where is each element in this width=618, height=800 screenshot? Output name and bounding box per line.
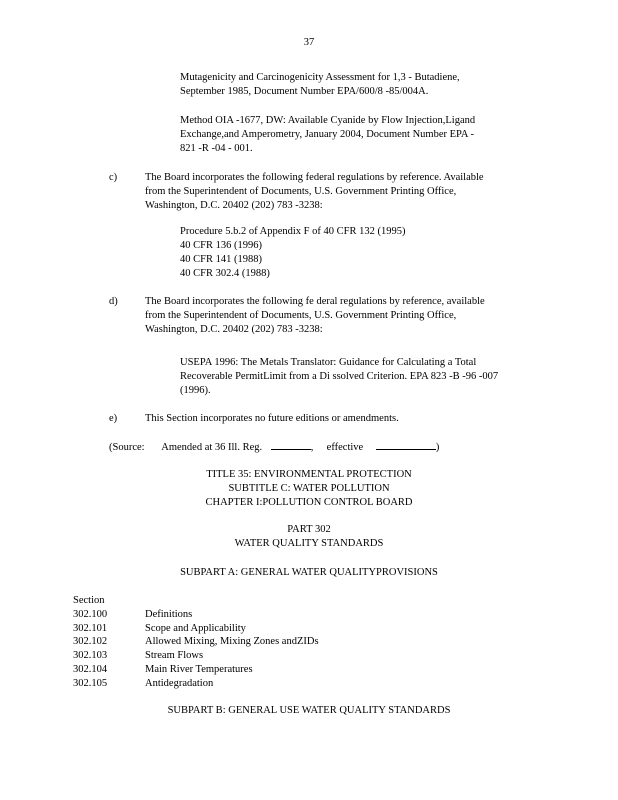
source-suffix: )	[435, 442, 440, 453]
text-line: Washington, D.C. 20402 (202) 783 -3238:	[145, 200, 323, 211]
item-e-label: e)	[109, 413, 118, 424]
subpart-a-heading: SUBPART A: GENERAL WATER QUALITYPROVISIONS	[180, 567, 438, 578]
item-c-references	[180, 225, 405, 281]
toc-header: Section	[73, 595, 105, 606]
text-line: The Board incorporates the following federal regulations by reference. Available	[145, 172, 484, 183]
text-line: 821 -R -04 - 001.	[180, 143, 253, 154]
register-blank	[271, 440, 311, 450]
toc-section-title: Antidegradation	[145, 678, 214, 689]
text-line: Method OIA -1677, DW: Available Cyanide by Flow Injection,Ligand	[180, 115, 476, 126]
source-amended: Amended at 36 Ill. Reg.	[161, 442, 263, 453]
toc-section-number: 302.102	[73, 636, 108, 647]
text-line: September 1985, Document Number EPA/600/8 -85/004A.	[180, 86, 429, 97]
item-d-label: d)	[109, 296, 118, 307]
page-number: 37	[303, 37, 315, 48]
source-effective: effective	[326, 442, 364, 453]
item-c-text	[145, 171, 484, 213]
reference-line: 40 CFR 136 (1996)	[180, 240, 262, 251]
item-d-text	[145, 295, 485, 337]
reference-mutagenicity	[180, 71, 490, 99]
toc-section-number: 302.100	[73, 609, 108, 620]
source-prefix: (Source:	[109, 442, 145, 453]
text-line: from the Superintendent of Documents, U.S. Government Printing Office,	[145, 186, 457, 197]
toc-section-number: 302.101	[73, 623, 108, 634]
effective-date-blank	[376, 440, 436, 450]
subtitle-heading: SUBTITLE C: WATER POLLUTION	[228, 483, 390, 494]
toc-section-title: Definitions	[145, 609, 193, 620]
item-c-label: c)	[109, 172, 118, 183]
toc-section-title: Scope and Applicability	[145, 623, 246, 634]
reference-line: Recoverable PermitLimit from a Di ssolved Criterion. EPA 823 -B -96 -007	[180, 371, 499, 382]
part-name-heading: WATER QUALITY STANDARDS	[234, 538, 384, 549]
text-line: The Board incorporates the following fe deral regulations by reference, available	[145, 296, 485, 307]
text-line: from the Superintendent of Documents, U.S. Government Printing Office,	[145, 310, 457, 321]
toc-section-number: 302.105	[73, 678, 108, 689]
text-line: Mutagenicity and Carcinogenicity Assessment for 1,3 - Butadiene,	[180, 72, 460, 83]
toc-section-number: 302.103	[73, 650, 108, 661]
reference-line: Procedure 5.b.2 of Appendix F of 40 CFR 132 (1995)	[180, 226, 406, 237]
toc-section-title: Main River Temperatures	[145, 664, 253, 675]
reference-line: 40 CFR 302.4 (1988)	[180, 268, 270, 279]
text-line: Exchange,and Amperometry, January 2004, Document Number EPA -	[180, 129, 475, 140]
toc-section-number: 302.104	[73, 664, 108, 675]
title-heading: TITLE 35: ENVIRONMENTAL PROTECTION	[206, 469, 412, 480]
reference-line: (1996).	[180, 385, 211, 396]
item-e-text: This Section incorporates no future editions or amendments.	[145, 413, 399, 424]
toc-section-title: Allowed Mixing, Mixing Zones andZIDs	[145, 636, 319, 647]
toc-section-title: Stream Flows	[145, 650, 204, 661]
reference-line: USEPA 1996: The Metals Translator: Guidance for Calculating a Total	[180, 357, 477, 368]
item-d-references	[180, 356, 498, 398]
reference-line: 40 CFR 141 (1988)	[180, 254, 262, 265]
source-note: (Source: Amended at 36 Ill. Reg. , effective )	[109, 442, 440, 453]
text-line: Washington, D.C. 20402 (202) 783 -3238:	[145, 324, 323, 335]
chapter-heading: CHAPTER I:POLLUTION CONTROL BOARD	[205, 497, 413, 508]
subpart-b-heading: SUBPART B: GENERAL USE WATER QUALITY STANDARDS	[167, 705, 451, 716]
part-heading: PART 302	[287, 524, 331, 535]
reference-method-oia	[180, 114, 518, 156]
